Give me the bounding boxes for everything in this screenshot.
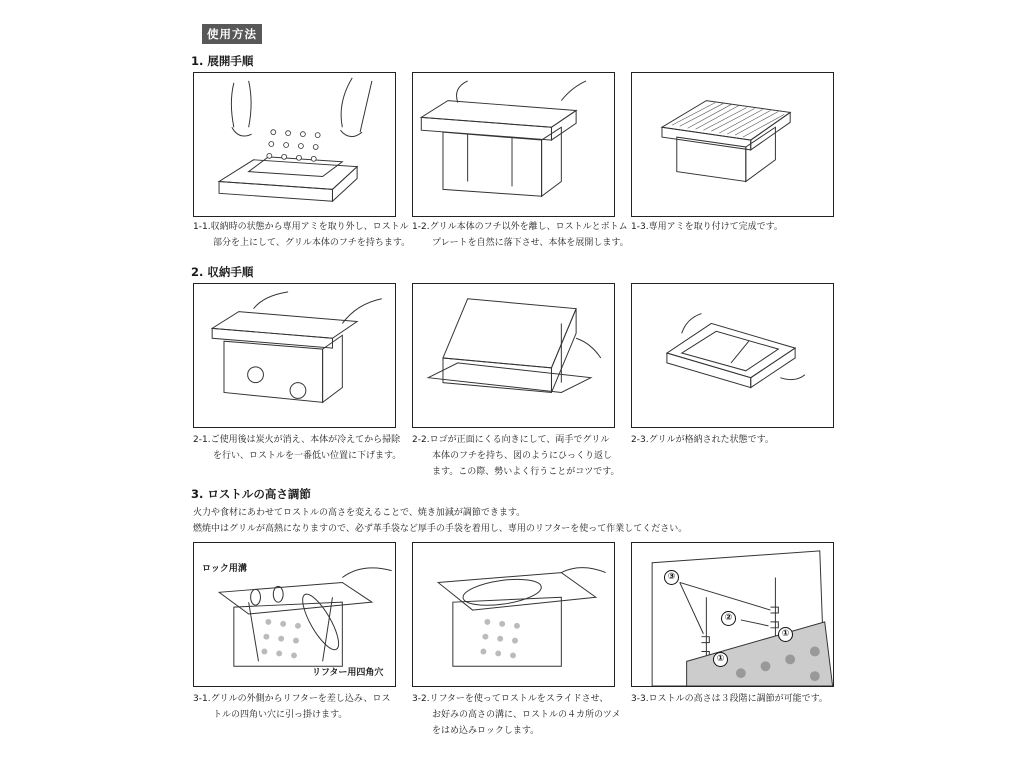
step-number: 3-2. bbox=[412, 694, 430, 704]
step-line: を行い、ロストルを一番低い位置に下げます。 bbox=[213, 451, 402, 461]
step-line: ます。この際、勢いよく行うことがコツです。 bbox=[432, 467, 620, 477]
step-line: グリル本体のフチ以外を離し、ロストルとボトム bbox=[429, 222, 628, 232]
intro-line: 火力や食材にあわせてロストルの高さを変えることで、焼き加減が調節できます。 bbox=[193, 508, 526, 518]
grill-lowered-grate-illustration bbox=[194, 284, 395, 427]
illustration-2-3 bbox=[631, 283, 834, 428]
step-number: 1-2. bbox=[412, 222, 430, 232]
lifter-slide-illustration bbox=[413, 543, 614, 686]
step-caption-3-2 bbox=[412, 691, 621, 739]
grill-complete-illustration bbox=[632, 73, 833, 216]
level-marker-3: ③ bbox=[664, 570, 679, 585]
grill-flip-illustration bbox=[413, 284, 614, 427]
step-caption-1-1 bbox=[193, 219, 410, 251]
step-line: トルの四角い穴に引っ掛けます。 bbox=[213, 710, 348, 720]
illustration-2-1 bbox=[193, 283, 396, 428]
illustration-3-3 bbox=[631, 542, 834, 687]
grill-unfolding-illustration bbox=[413, 73, 614, 216]
step-line: ロストルの高さは３段階に調節が可能です。 bbox=[648, 694, 828, 704]
step-line: ロゴが正面にくる向きにして、両手でグリル bbox=[429, 435, 610, 445]
step-line: プレートを自然に落下させ、本体を展開します。 bbox=[432, 238, 629, 248]
step-line: グリルの外側からリフターを差し込み、ロス bbox=[210, 694, 391, 704]
callout-lock-groove: ロック用溝 bbox=[202, 564, 247, 574]
level-marker-1: ① bbox=[778, 627, 793, 642]
step-caption-3-3 bbox=[631, 691, 828, 707]
step-line: 収納時の状態から専用アミを取り外し、ロストル bbox=[210, 222, 409, 232]
step-line: 本体のフチを持ち、図のようにひっくり返し bbox=[432, 451, 613, 461]
step-number: 1-1. bbox=[193, 222, 211, 232]
step-number: 2-3. bbox=[631, 435, 649, 445]
step-number: 1-3. bbox=[631, 222, 649, 232]
step-line: お好みの高さの溝に、ロストルの４カ所のツメ bbox=[432, 710, 621, 720]
grill-folded-hands-illustration bbox=[194, 73, 395, 216]
step-line: ご使用後は炭火が消え、本体が冷えてから掃除 bbox=[210, 435, 401, 445]
step-line: グリルが格納された状態です。 bbox=[648, 435, 774, 445]
level-marker-1: ① bbox=[713, 652, 728, 667]
step-caption-2-1 bbox=[193, 432, 401, 464]
illustration-2-2 bbox=[412, 283, 615, 428]
step-line: 専用アミを取り付けて完成です。 bbox=[648, 222, 783, 232]
step-caption-2-2 bbox=[412, 432, 620, 480]
illustration-1-2 bbox=[412, 72, 615, 217]
illustration-3-2 bbox=[412, 542, 615, 687]
illustration-1-3 bbox=[631, 72, 834, 217]
step-caption-1-3 bbox=[631, 219, 783, 235]
step-caption-1-2 bbox=[412, 219, 629, 251]
step-number: 3-1. bbox=[193, 694, 211, 704]
step-number: 2-1. bbox=[193, 435, 211, 445]
callout-lifter-hole: リフター用四角穴 bbox=[312, 668, 384, 678]
step-line: をはめ込みロックします。 bbox=[432, 726, 540, 736]
step-line: リフターを使ってロストルをスライドさせ、 bbox=[429, 694, 609, 704]
step-caption-2-3 bbox=[631, 432, 774, 448]
level-marker-2: ② bbox=[721, 611, 736, 626]
section-badge: 使用方法 bbox=[202, 24, 262, 44]
illustration-3-1 bbox=[193, 542, 396, 687]
intro-line: 燃焼中はグリルが高熱になりますので、必ず革手袋など厚手の手袋を着用し、専用のリフターを使って作業してください。 bbox=[193, 524, 688, 534]
step-number: 2-2. bbox=[412, 435, 430, 445]
section-title-store: 2. 収納手順 bbox=[191, 265, 254, 279]
step-number: 3-3. bbox=[631, 694, 649, 704]
step-caption-3-1 bbox=[193, 691, 390, 723]
grill-stored-illustration bbox=[632, 284, 833, 427]
section-title-height-adjust: 3. ロストルの高さ調節 bbox=[191, 487, 311, 501]
illustration-1-1 bbox=[193, 72, 396, 217]
step-line: 部分を上にして、グリル本体のフチを持ちます。 bbox=[213, 238, 411, 248]
section-title-unfold: 1. 展開手順 bbox=[191, 54, 254, 68]
